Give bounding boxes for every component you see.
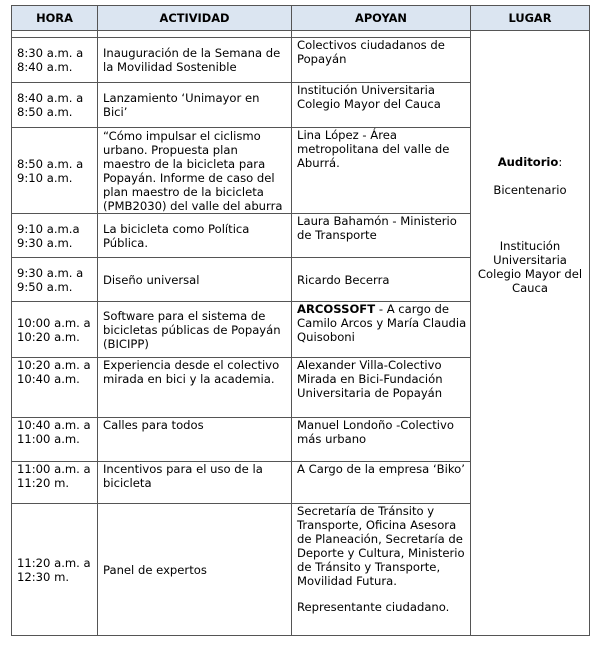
lugar-line1: Bicentenario <box>493 183 567 197</box>
hora-cell: 9:30 a.m. a 9:50 a.m. <box>12 258 98 302</box>
hora-cell: 11:20 a.m. a 12:30 m. <box>12 504 98 636</box>
apoyan-cell: Manuel Londoño -Colectivo más urbano <box>292 418 471 462</box>
hora-cell: 8:50 a.m. a 9:10 a.m. <box>12 128 98 214</box>
header-actividad: ACTIVIDAD <box>98 6 292 31</box>
apoyan-cell: Lina López - Área metropolitana del valle de Aburrá. <box>292 128 471 214</box>
actividad-cell: Calles para todos <box>98 418 292 462</box>
schedule-table <box>11 5 590 636</box>
header-row <box>12 6 590 31</box>
actividad-cell: Panel de expertos <box>98 504 292 636</box>
arcossoft-detail: - A cargo de Camilo Arcos y María Claudia Quisoboni <box>297 302 467 344</box>
panel-note: Representante ciudadano. <box>297 600 450 614</box>
header-apoyan: APOYAN <box>292 6 471 31</box>
apoyan-cell: A Cargo de la empresa ‘Biko’ <box>292 462 471 504</box>
spacer-row <box>12 31 590 38</box>
header-hora: HORA <box>12 6 98 31</box>
apoyan-cell <box>292 504 471 636</box>
apoyan-cell: Laura Bahamón - Ministerio de Transporte <box>292 214 471 258</box>
header-lugar: LUGAR <box>471 6 590 31</box>
hora-cell: 9:10 a.m.a 9:30 a.m. <box>12 214 98 258</box>
hora-cell: 11:00 a.m. a 11:20 m. <box>12 462 98 504</box>
apoyan-cell: Ricardo Becerra <box>292 258 471 302</box>
actividad-cell: Software para el sistema de bicicletas públicas de Popayán (BICIPP) <box>98 302 292 358</box>
actividad-cell: Incentivos para el uso de la bicicleta <box>98 462 292 504</box>
apoyan-cell: Alexander Villa-Colectivo Mirada en Bici-Fundación Universitaria de Popayán <box>292 358 471 418</box>
lugar-line2: Institución Universitaria Colegio Mayor del Cauca <box>477 239 583 295</box>
actividad-cell: “Cómo impulsar el ciclismo urbano. Propuesta plan maestro de la bicicleta para Popayán. Informe de caso del plan maestro de la bicicleta (PMB2030) del valle del aburra <box>98 128 292 214</box>
hora-cell: 8:40 a.m. a 8:50 a.m. <box>12 83 98 128</box>
actividad-cell: Experiencia desde el colectivo mirada en bici y la academia. <box>98 358 292 418</box>
actividad-cell: Inauguración de la Semana de la Movilidad Sostenible <box>98 38 292 83</box>
arcossoft-label: ARCOSSOFT <box>297 302 376 316</box>
lugar-label-line <box>473 155 587 169</box>
lugar-label: Auditorio <box>497 155 559 169</box>
actividad-cell: Diseño universal <box>98 258 292 302</box>
apoyan-cell: Colectivos ciudadanos de Popayán <box>292 38 471 83</box>
hora-cell: 10:00 a.m. a 10:20 a.m. <box>12 302 98 358</box>
apoyan-cell: Institución Universitaria Colegio Mayor del Cauca <box>292 83 471 128</box>
panel-participants: Secretaría de Tránsito y Transporte, Oficina Asesora de Planeación, Secretaría de Deporte y Cultura, Ministerio de Tránsito y Transporte, Movilidad Futura. <box>297 504 465 588</box>
actividad-cell: La bicicleta como Política Pública. <box>98 214 292 258</box>
hora-cell: 10:20 a.m. a 10:40 a.m. <box>12 358 98 418</box>
hora-cell: 8:30 a.m. a 8:40 a.m. <box>12 38 98 83</box>
actividad-cell: Lanzamiento ‘Unimayor en Bici’ <box>98 83 292 128</box>
lugar-label-suffix: : <box>558 155 563 169</box>
hora-cell: 10:40 a.m. a 11:00 a.m. <box>12 418 98 462</box>
lugar-cell <box>471 31 590 636</box>
apoyan-cell <box>292 302 471 358</box>
